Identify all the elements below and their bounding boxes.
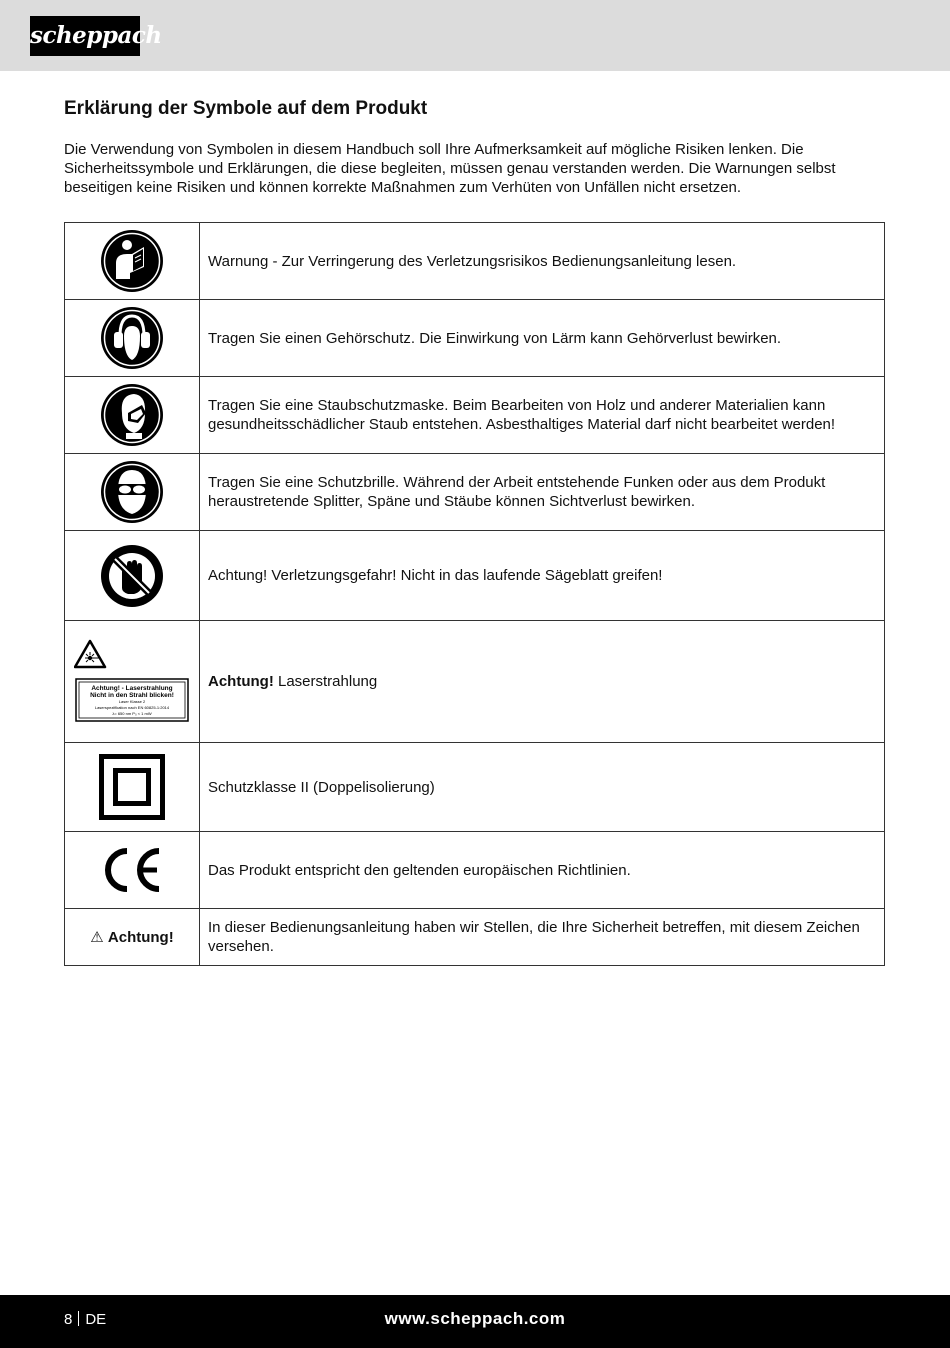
laser-label-line1: Achtung! - Laserstrahlung [91,684,173,692]
table-row [65,909,885,966]
table-row [65,621,885,743]
website-link[interactable]: www.scheppach.com [384,1309,566,1328]
table-row [65,223,885,300]
protection-class-ii-icon [65,743,200,832]
symbols-table [64,222,885,966]
dust-mask-icon [65,377,200,454]
row-text: Das Produkt entspricht den geltenden europäischen Richtlinien. [200,832,885,909]
safety-goggles-icon [65,454,200,531]
row-text: Warnung - Zur Verringerung des Verletzungsrisikos Bedienungsanleitung lesen. [200,223,885,300]
warning-label: Achtung! [107,928,174,946]
ce-mark-icon [65,832,200,909]
language-code: DE [85,1311,107,1328]
row-text: Tragen Sie einen Gehörschutz. Die Einwirkung von Lärm kann Gehörverlust bewirken. [200,300,885,377]
row-bold-text: Achtung! [208,673,274,690]
read-manual-icon [65,223,200,300]
table-row [65,300,885,377]
laser-label-line2: Nicht in den Strahl blicken! [90,691,174,699]
row-plain-text: Laserstrahlung [273,673,378,690]
row-text: Schutzklasse II (Doppelisolierung) [200,743,885,832]
laser-label-line4: Laserspezifikation nach EN 60825-1:2014 [94,704,170,710]
laser-label-line5: λ= 650 nm P₀ < 1 mW [112,710,152,716]
page-title: Erklärung der Symbole auf dem Produkt [64,98,428,119]
table-row [65,531,885,621]
page-header [0,0,950,71]
page-number-value: 8 [64,1311,73,1328]
intro-paragraph: Die Verwendung von Symbolen in diesem Handbuch soll Ihre Aufmerksamkeit auf mögliche Risiken lenken. Die Sicherheitssymbole und Erklärungen, die diese begleiten, müssen genau verstanden werden. Die Warnungen selbst beseitigen keine Risiken und können korrekte Maßnahmen zum Verhüten von Unfällen nicht ersetzen. [64,141,836,196]
laser-label-line3: Laser Klasse 2 [118,698,146,704]
table-row [65,377,885,454]
no-hand-icon [65,531,200,621]
row-text [200,621,885,743]
table-row [65,454,885,531]
row-text: Tragen Sie eine Schutzbrille. Während der Arbeit entstehende Funken oder aus dem Produkt heraustretende Splitter, Späne und Stäube können Sichtverlust bewirken. [200,454,885,531]
warning-triangle-icon: ⚠ [90,928,104,946]
page-footer [0,1295,950,1348]
hearing-protection-icon [65,300,200,377]
scheppach-logo: scheppach [30,16,140,56]
row-text: In dieser Bedienungsanleitung haben wir Stellen, die Ihre Sicherheit betreffen, mit diesem Zeichen versehen. [200,909,885,966]
row-text: Achtung! Verletzungsgefahr! Nicht in das laufende Sägeblatt greifen! [200,531,885,621]
table-row [65,832,885,909]
warning-label-cell [65,909,200,966]
table-row [65,743,885,832]
laser-warning-icon [65,621,200,743]
row-text: Tragen Sie eine Staubschutzmaske. Beim Bearbeiten von Holz und anderer Materialien kann gesundheitsschädlicher Staub entstehen. Asbesthaltiges Material darf nicht bearbeitet werden! [200,377,885,454]
